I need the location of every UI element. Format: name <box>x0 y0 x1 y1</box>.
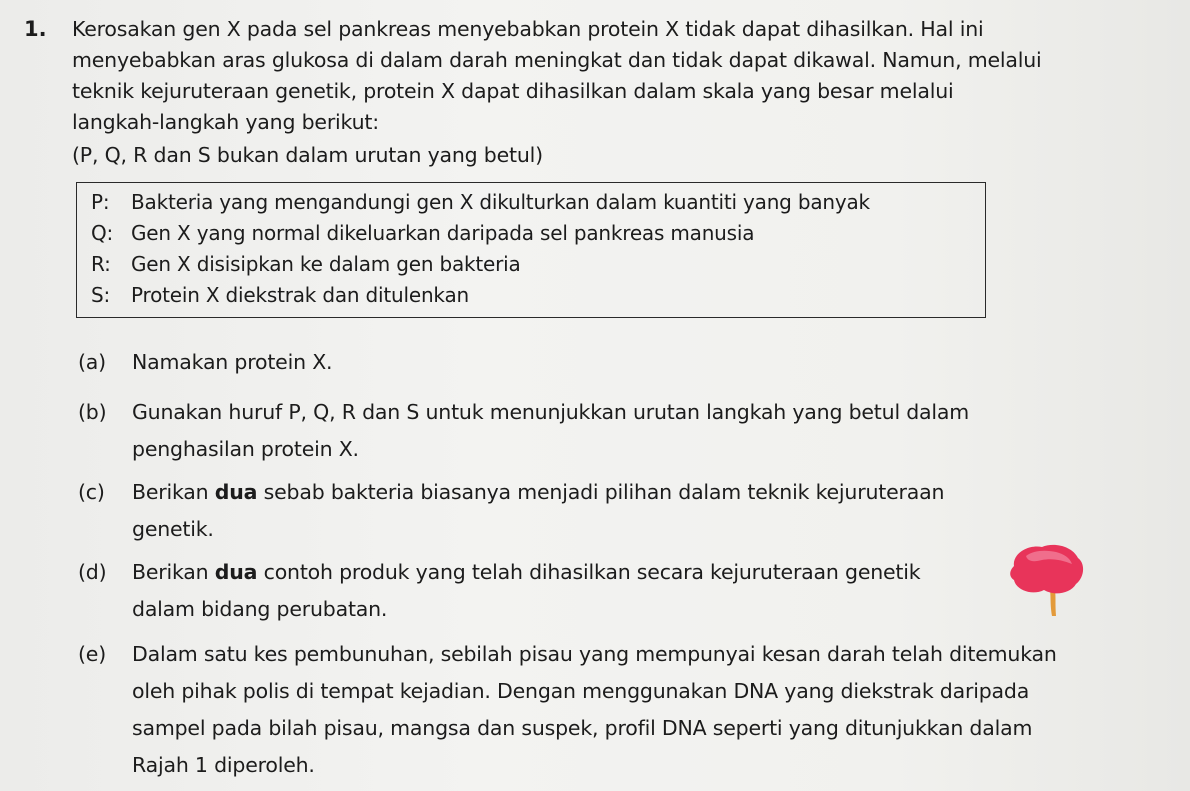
part-line: dalam bidang perubatan. <box>132 597 388 621</box>
text-segment: contoh produk yang telah dihasilkan secara kejuruteraan genetik <box>257 560 921 584</box>
emphasis-word: dua <box>214 480 258 504</box>
text-segment: Berikan <box>132 480 215 504</box>
intro-line: Kerosakan gen X pada sel pankreas menyebabkan protein X tidak dapat dihasilkan. Hal ini <box>72 17 984 41</box>
step-key: S: <box>91 283 111 307</box>
part-line: genetik. <box>132 517 214 541</box>
steps-box <box>76 182 986 318</box>
question-number: 1. <box>24 17 47 41</box>
part-c <box>78 474 1172 548</box>
intro-line: menyebabkan aras glukosa di dalam darah meningkat dan tidak dapat dikawal. Namun, melalui <box>72 48 1042 72</box>
part-line: Dalam satu kes pembunuhan, sebilah pisau yang mempunyai kesan darah telah ditemukan <box>132 642 1057 666</box>
part-text <box>132 394 1172 468</box>
part-line: penghasilan protein X. <box>132 437 359 461</box>
step-r <box>91 249 985 280</box>
part-b <box>78 394 1172 468</box>
part-text <box>132 344 1172 381</box>
part-line: Rajah 1 diperoleh. <box>132 753 315 777</box>
step-text: Protein X diekstrak dan ditulenkan <box>131 283 469 307</box>
step-s <box>91 280 985 311</box>
part-line: Gunakan huruf P, Q, R dan S untuk menunjukkan urutan langkah yang betul dalam <box>132 400 970 424</box>
question-intro <box>72 14 1172 138</box>
part-label: (b) <box>78 400 107 424</box>
step-key: R: <box>91 252 111 276</box>
order-note: (P, Q, R dan S bukan dalam urutan yang betul) <box>72 143 543 167</box>
emphasis-word: dua <box>214 560 258 584</box>
part-e <box>78 636 1172 784</box>
part-line <box>132 474 1172 511</box>
text-segment: Berikan <box>132 560 215 584</box>
step-key: P: <box>91 190 110 214</box>
brain-organ-icon <box>1006 540 1086 620</box>
part-label: (c) <box>78 480 105 504</box>
step-text: Gen X yang normal dikeluarkan daripada sel pankreas manusia <box>131 221 755 245</box>
part-text <box>132 474 1172 548</box>
part-line: oleh pihak polis di tempat kejadian. Dengan menggunakan DNA yang diekstrak daripada <box>132 679 1030 703</box>
organ-stem <box>1050 590 1056 616</box>
step-text: Bakteria yang mengandungi gen X dikulturkan dalam kuantiti yang banyak <box>131 190 870 214</box>
step-text: Gen X disisipkan ke dalam gen bakteria <box>131 252 521 276</box>
intro-line: teknik kejuruteraan genetik, protein X dapat dihasilkan dalam skala yang besar melalui <box>72 79 954 103</box>
part-text <box>132 636 1172 784</box>
step-q <box>91 218 985 249</box>
text-segment: sebab bakteria biasanya menjadi pilihan dalam teknik kejuruteraan <box>257 480 945 504</box>
part-line: sampel pada bilah pisau, mangsa dan suspek, profil DNA seperti yang ditunjukkan dalam <box>132 716 1033 740</box>
step-p <box>91 187 985 218</box>
step-key: Q: <box>91 221 114 245</box>
intro-line: langkah-langkah yang berikut: <box>72 110 379 134</box>
part-label: (e) <box>78 642 107 666</box>
part-line: Namakan protein X. <box>132 350 333 374</box>
part-label: (a) <box>78 350 106 374</box>
part-label: (d) <box>78 560 107 584</box>
part-a <box>78 344 1172 381</box>
